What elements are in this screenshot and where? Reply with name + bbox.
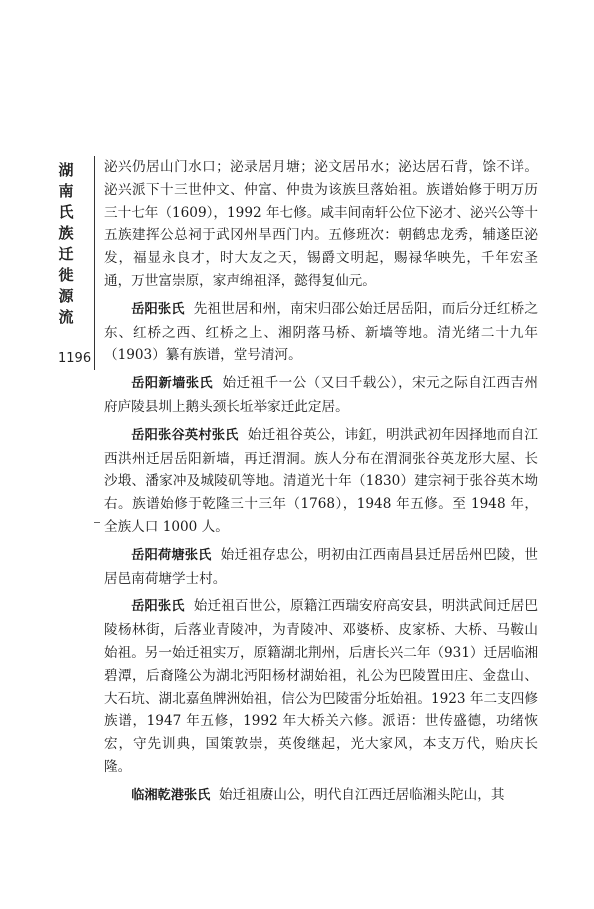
running-title-vertical bbox=[56, 160, 76, 328]
clan-heading: 岳阳荷塘张氏 bbox=[131, 547, 212, 563]
running-title-char: 南 bbox=[58, 182, 74, 200]
paragraph bbox=[104, 784, 538, 808]
margin-dash bbox=[94, 522, 100, 523]
paragraph bbox=[104, 372, 538, 419]
margin-rule bbox=[94, 156, 95, 370]
page-number: 1196 bbox=[58, 351, 92, 366]
paragraph-text: 始迁祖赓山公，明代自江西迁居临湘头陀山，其 bbox=[218, 786, 505, 803]
paragraph-text: 始迁祖千一公（又曰千载公），宋元之际自江西吉州府庐陵县圳上鹅头颈长坵举家迁此定居。 bbox=[104, 375, 538, 415]
paragraph-text: 始迁祖谷英公，讳釭，明洪武初年因择地而自江西洪州迁居岳阳新墙，再迁渭洞。族人分布在渭洞张谷英龙形大屋、长沙塅、潘家冲及城陵矶等地。清道光十年（1830）建宗祠于张谷英木坳右。族谱始修于乾隆三十三年（1768），1948 年五修。至 1948 年，全族人口 1000 人。 bbox=[104, 426, 538, 535]
running-title-char: 迁 bbox=[58, 245, 74, 263]
clan-heading: 岳阳张谷英村张氏 bbox=[131, 427, 239, 443]
paragraph bbox=[104, 424, 538, 539]
running-title-char: 源 bbox=[58, 287, 74, 305]
paragraph-text: 先祖世居和州，南宋归邵公始迁居岳阳，而后分迁红桥之东、红桥之西、红桥之上、湘阴落马桥、新墙等地。清光绪二十九年（1903）纂有族谱，堂号清河。 bbox=[104, 300, 538, 364]
body-text bbox=[104, 156, 538, 813]
paragraph-text: 始迁祖存忠公，明初由江西南昌县迁居岳州巴陵，世居邑南荷塘学士村。 bbox=[104, 546, 539, 587]
clan-heading: 岳阳新墙张氏 bbox=[131, 376, 213, 392]
clan-heading: 岳阳张氏 bbox=[131, 301, 185, 317]
paragraph bbox=[104, 544, 538, 591]
running-title-char: 族 bbox=[58, 224, 74, 242]
running-title-char: 徙 bbox=[58, 266, 74, 284]
paragraph bbox=[104, 298, 538, 367]
paragraph bbox=[104, 595, 538, 778]
clan-heading: 临湘乾港张氏 bbox=[131, 787, 211, 803]
paragraph-text: 泌兴仍居山门水口；泌录居月塘；泌文居吊水；泌达居石背，馀不详。泌兴派下十三世仲文、仲富、仲贵为该族旦落始祖。族谱始修于明万历三十七年（1609），1992 年七修。咸丰间南轩公位下泌才、泌兴公等十五族建挥公总祠于武冈州旱西门内。五修班次：朝鹤忠龙秀，辅遂臣泌发，福显永良才，时大友之天，锡爵文明起，赐禄华映先，千年宏圣通，万世富崇原，家声绵祖泽，懿得复仙元。 bbox=[104, 159, 538, 289]
running-title-char: 流 bbox=[58, 308, 74, 326]
clan-heading: 岳阳张氏 bbox=[131, 599, 185, 615]
paragraph bbox=[104, 156, 538, 293]
paragraph-text: 始迁祖百世公，原籍江西瑞安府高安县，明洪武间迁居巴陵杨林街，后落业青陵冲，为青陵冲、邓婆桥、皮家桥、大桥、马鞍山始祖。另一始迁祖实万，原籍湖北荆州，后唐长兴二年（931）迁居临湘碧潭，后裔隆公为湖北沔阳杨材湖始祖，礼公为巴陵置田庄、金盘山、大石坑、湖北嘉鱼牌洲始祖，信公为巴陵雷分坵始祖。1923 年二支四修族谱，1947 年五修，1992 年大桥关六修。派语：世传盛德，功绪恢宏，守先训典，国策敦崇，英俊继起，光大家风，本支万代，贻庆长隆。 bbox=[104, 598, 538, 775]
running-title-char: 氏 bbox=[58, 203, 74, 221]
running-title-char: 湖 bbox=[58, 161, 74, 179]
